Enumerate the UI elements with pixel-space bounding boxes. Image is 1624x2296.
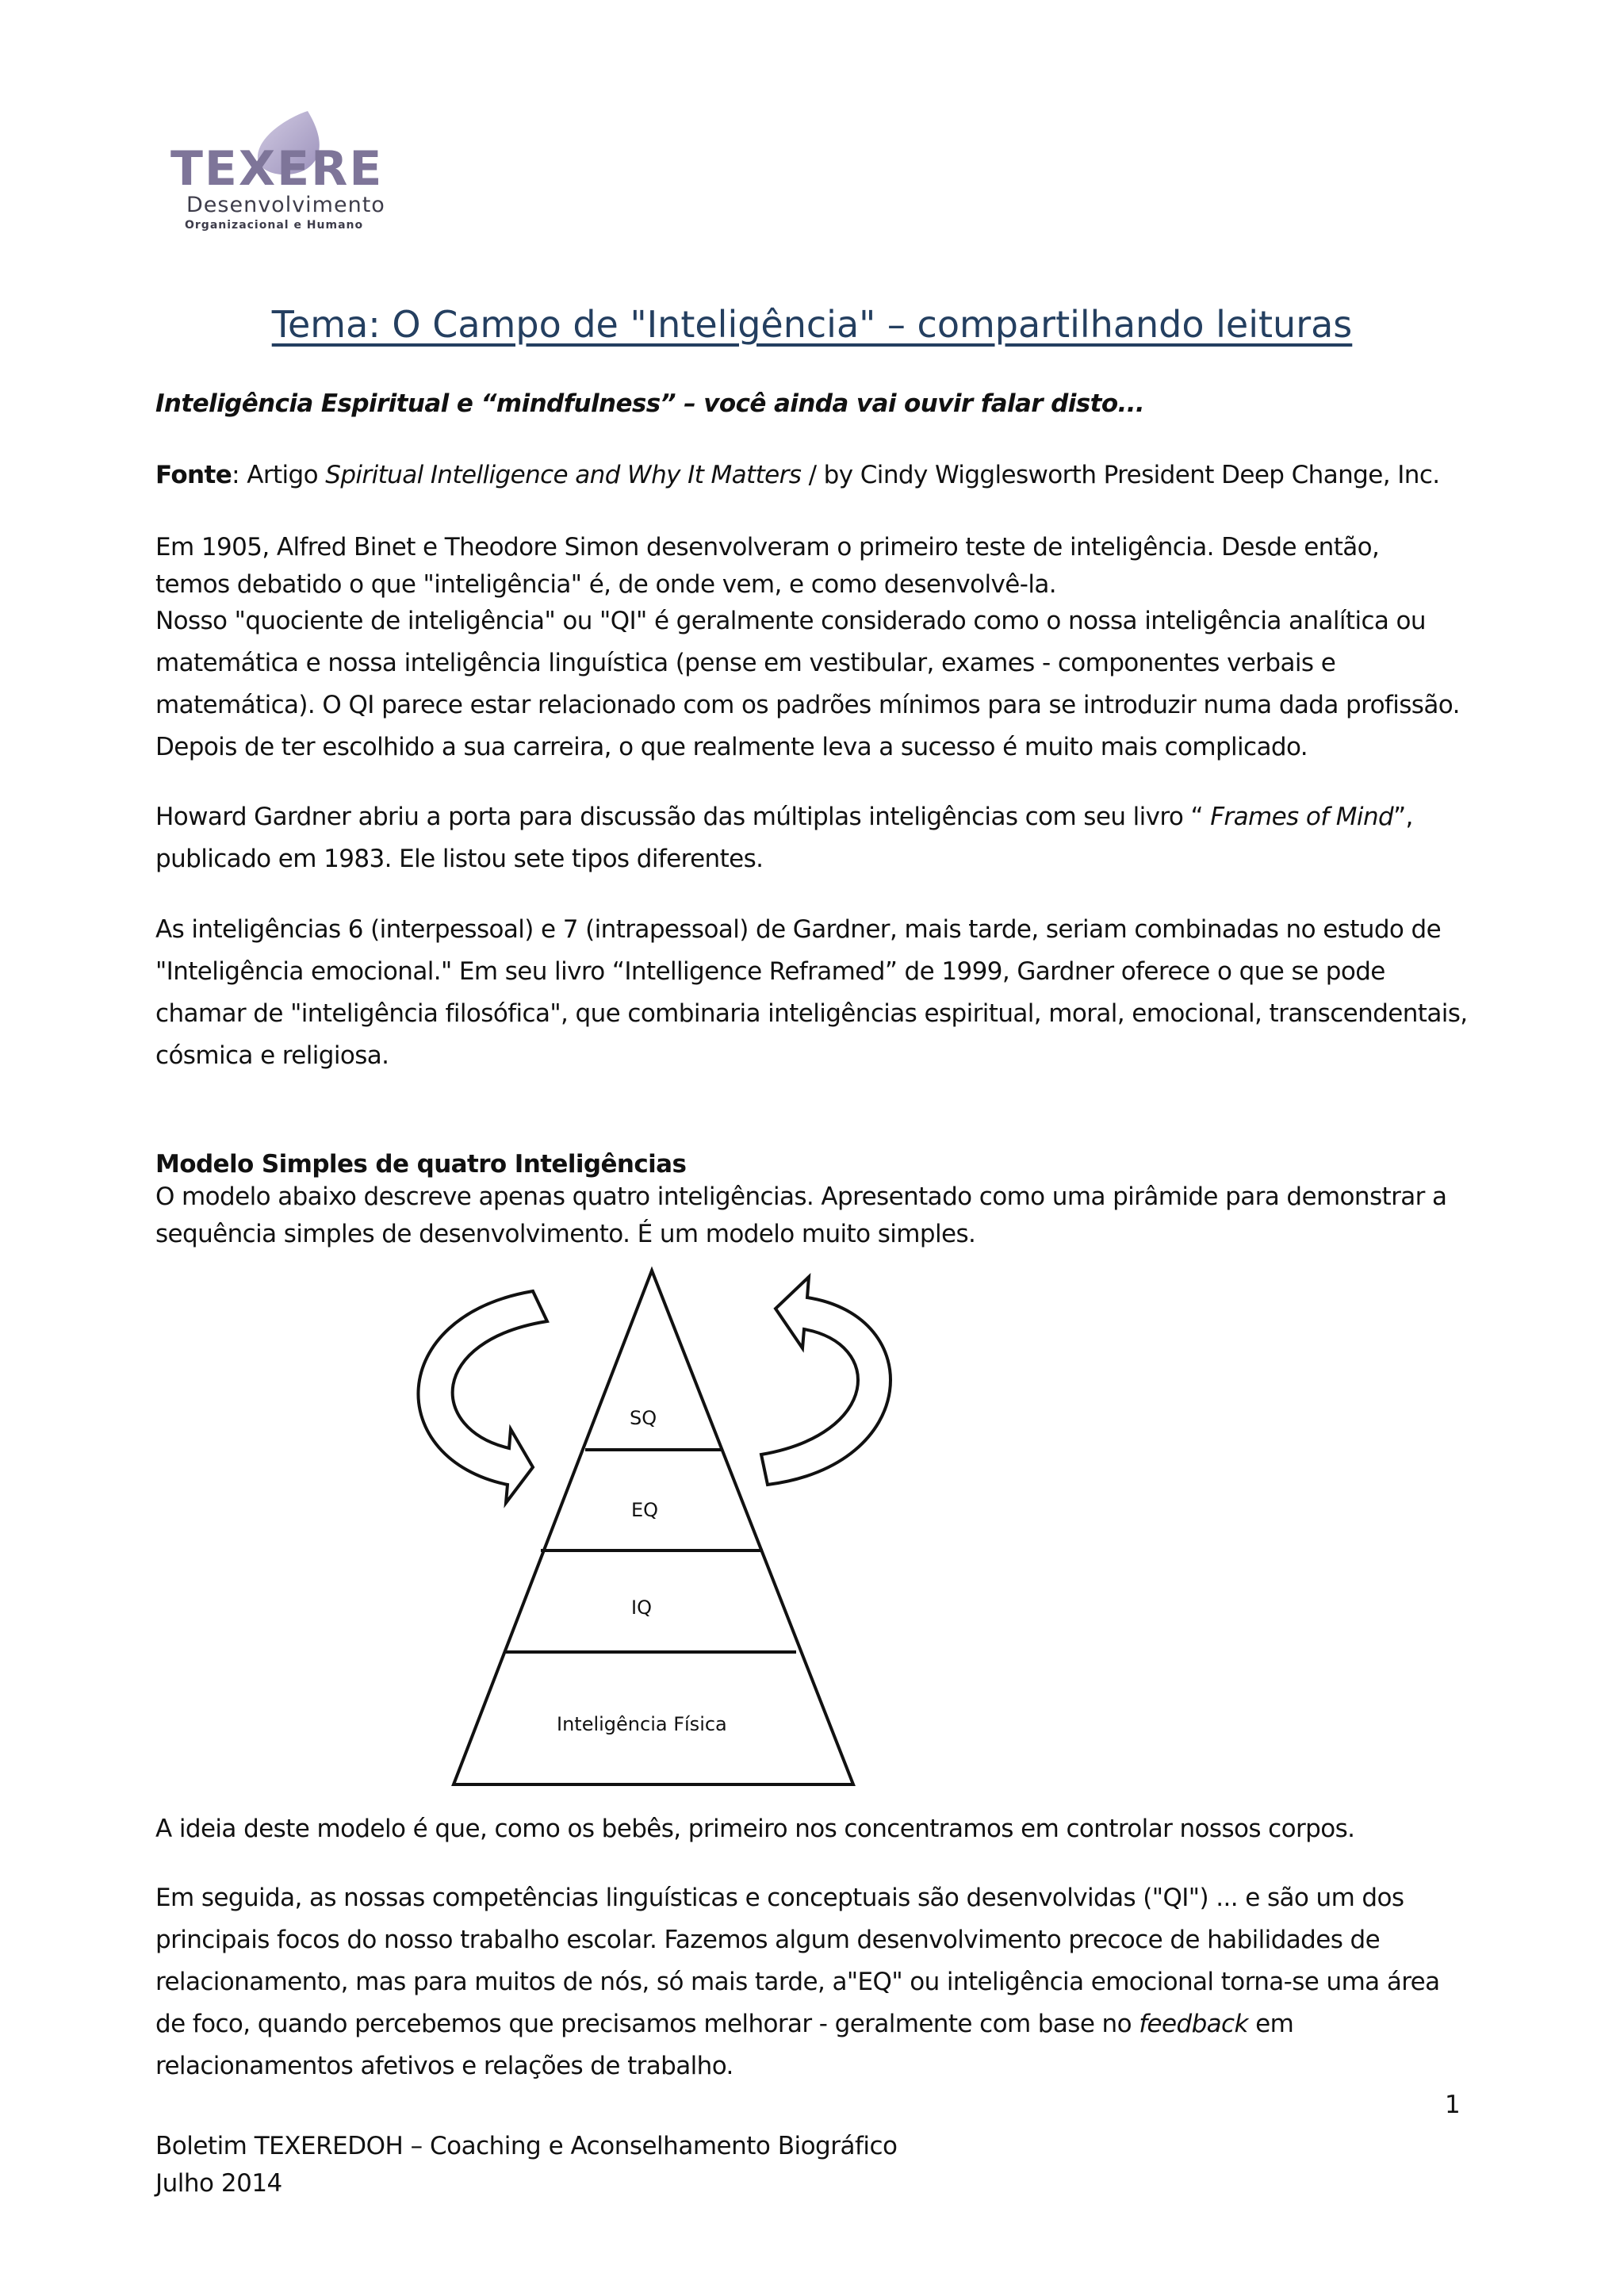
logo-subtitle: Desenvolvimento xyxy=(186,193,385,217)
pyramid-diagram xyxy=(412,1261,920,1792)
right-curved-arrow-icon xyxy=(761,1277,891,1485)
pyramid-outline xyxy=(454,1271,853,1784)
feedback-word: feedback xyxy=(1139,2010,1248,2038)
logo-subtitle-small: Organizacional e Humano xyxy=(185,219,364,232)
paragraph-competencias-post: em relacionamentos afetivos e relações de trabalho. xyxy=(155,2010,1294,2080)
source-article: Spiritual Intelligence and Why It Matters xyxy=(325,461,802,489)
model-description: O modelo abaixo descreve apenas quatro inteligências. Apresentado como uma pirâmide para demonstrar a sequência simples de desenvolvimento. É um modelo muito simples. xyxy=(155,1182,1447,1248)
footer xyxy=(155,2128,898,2202)
pyramid-label-sq: SQ xyxy=(630,1407,657,1429)
page-number: 1 xyxy=(1445,2091,1461,2119)
texere-logo xyxy=(163,102,400,236)
paragraph-emotional: As inteligências 6 (interpessoal) e 7 (intrapessoal) de Gardner, mais tarde, seriam combinadas no estudo de "Inteligência emocional." Em seu livro “Intelligence Reframed” de 1999, Gardner oferece o que se pode chamar de "inteligência filosófica", que combinaria inteligências espiritual, moral, emocional, transcendentais, cósmica e religiosa. xyxy=(155,915,1468,1070)
footer-date: Julho 2014 xyxy=(155,2169,282,2198)
source-post: / by Cindy Wigglesworth President Deep Change, Inc. xyxy=(801,461,1440,489)
paragraph-competencias xyxy=(155,1877,1476,2087)
subtitle: Inteligência Espiritual e “mindfulness” – você ainda vai ouvir falar disto... xyxy=(155,389,1145,418)
page-title: Tema: O Campo de "Inteligência" – compartilhando leituras xyxy=(271,303,1353,346)
paragraph-binet-line1: Em 1905, Alfred Binet e Theodore Simon desenvolveram o primeiro teste de inteligência. Desde então, xyxy=(155,533,1380,562)
source-label: Fonte xyxy=(155,461,232,489)
pyramid-label-iq: IQ xyxy=(631,1596,652,1619)
paragraph-gardner xyxy=(155,796,1476,880)
book-title: Frames of Mind xyxy=(1210,803,1394,831)
paragraph-binet-line2: temos debatido o que "inteligência" é, de onde vem, e como desenvolvê-la. xyxy=(155,570,1056,599)
logo-wordmark: TEXERE xyxy=(170,141,384,197)
footer-bulletin: Boletim TEXEREDOH – Coaching e Aconselhamento Biográfico xyxy=(155,2132,898,2160)
pyramid-label-eq: EQ xyxy=(631,1499,659,1521)
source-pre: : Artigo xyxy=(232,461,326,489)
paragraph-competencias-pre: Em seguida, as nossas competências linguísticas e conceptuais são desenvolvidas ("QI") ... e são um dos principais focos do nosso trabalho escolar. Fazemos algum desenvolvimento precoce de habilidades de relacionamento, mas para muitos de nós, só mais tarde, a"EQ" ou inteligência emocional torna-se uma área de foco, quando percebemos que precisamos melhorar - geralmente com base no xyxy=(155,1884,1440,2038)
paragraph-binet xyxy=(155,529,1476,604)
paragraph-bebes: A ideia deste modelo é que, como os bebês, primeiro nos concentramos em controlar nossos corpos. xyxy=(155,1815,1355,1843)
paragraph-gardner-pre: Howard Gardner abriu a porta para discussão das múltiplas inteligências com seu livro “ xyxy=(155,803,1211,831)
model-heading: Modelo Simples de quatro Inteligências xyxy=(155,1150,687,1179)
paragraph-qi: Nosso "quociente de inteligência" ou "QI" é geralmente considerado como o nossa inteligência analítica ou matemática e nossa inteligência linguística (pense em vestibular, exames - componentes verbais e matemática). O QI parece estar relacionado com os padrões mínimos para se introduzir numa dada profissão. Depois de ter escolhido a sua carreira, o que realmente leva a sucesso é muito mais complicado. xyxy=(155,607,1460,761)
pyramid-label-fisica: Inteligência Física xyxy=(557,1713,727,1735)
paragraph-gardner-post: ”, publicado em 1983. Ele listou sete tipos diferentes. xyxy=(155,803,1413,873)
source-line xyxy=(155,454,1476,496)
left-curved-arrow-icon xyxy=(418,1291,547,1503)
